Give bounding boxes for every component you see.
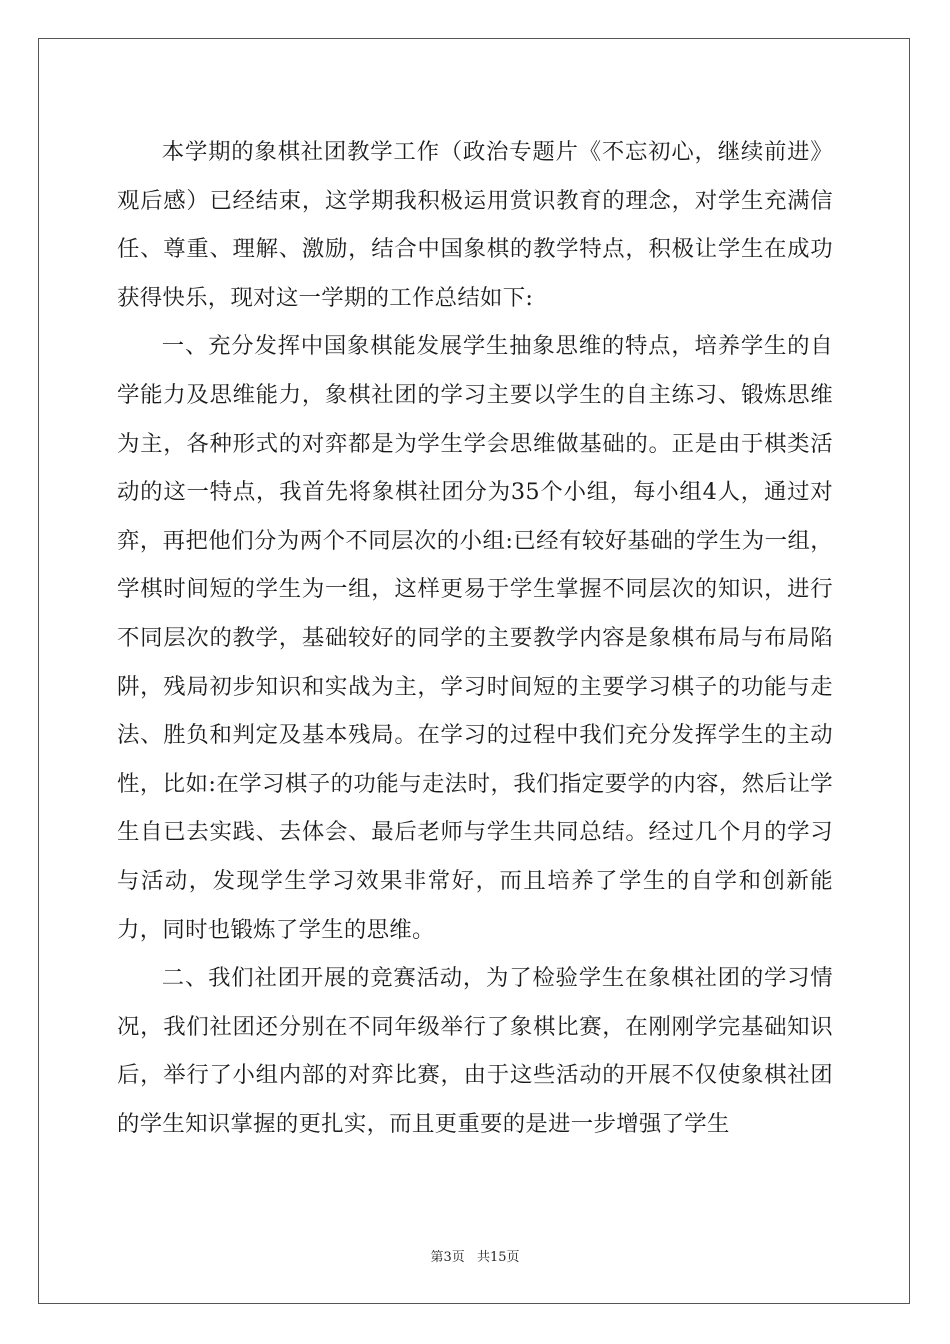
page-footer [0, 1246, 950, 1265]
page-number: 第3页 [430, 1250, 465, 1265]
paragraph-section-two: 二、我们社团开展的竞赛活动，为了检验学生在象棋社团的学习情况，我们社团还分别在不同年级举行了象棋比赛，在刚刚学完基础知识后，举行了小组内部的对弈比赛，由于这些活动的开展不仅使象棋社团的学生知识掌握的更扎实，而且更重要的是进一步增强了学生 [117, 965, 833, 1137]
paragraph-intro: 本学期的象棋社团教学工作（政治专题片《不忘初心，继续前进》观后感）已经结束，这学期我积极运用赏识教育的理念，对学生充满信任、尊重、理解、激励，结合中国象棋的教学特点，积极让学生在成功获得快乐，现对这一学期的工作总结如下: [117, 139, 833, 311]
paragraph-section-one: 一、充分发挥中国象棋能发展学生抽象思维的特点，培养学生的自学能力及思维能力，象棋社团的学习主要以学生的自主练习、锻炼思维为主，各种形式的对弈都是为学生学会思维做基础的。正是由于棋类活动的这一特点，我首先将象棋社团分为35个小组，每小组4人，通过对弈，再把他们分为两个不同层次的小组:已经有较好基础的学生为一组，学棋时间短的学生为一组，这样更易于学生掌握不同层次的知识，进行不同层次的教学，基础较好的同学的主要教学内容是象棋布局与布局陷阱，残局初步知识和实战为主，学习时间短的主要学习棋子的功能与走法、胜负和判定及基本残局。在学习的过程中我们充分发挥学生的主动性，比如:在学习棋子的功能与走法时，我们指定要学的内容，然后让学生自已去实践、去体会、最后老师与学生共同总结。经过几个月的学习与活动，发现学生学习效果非常好，而且培养了学生的自学和创新能力，同时也锻炼了学生的思维。 [117, 333, 833, 943]
page-total: 共15页 [476, 1250, 520, 1265]
document-body [117, 128, 833, 1148]
